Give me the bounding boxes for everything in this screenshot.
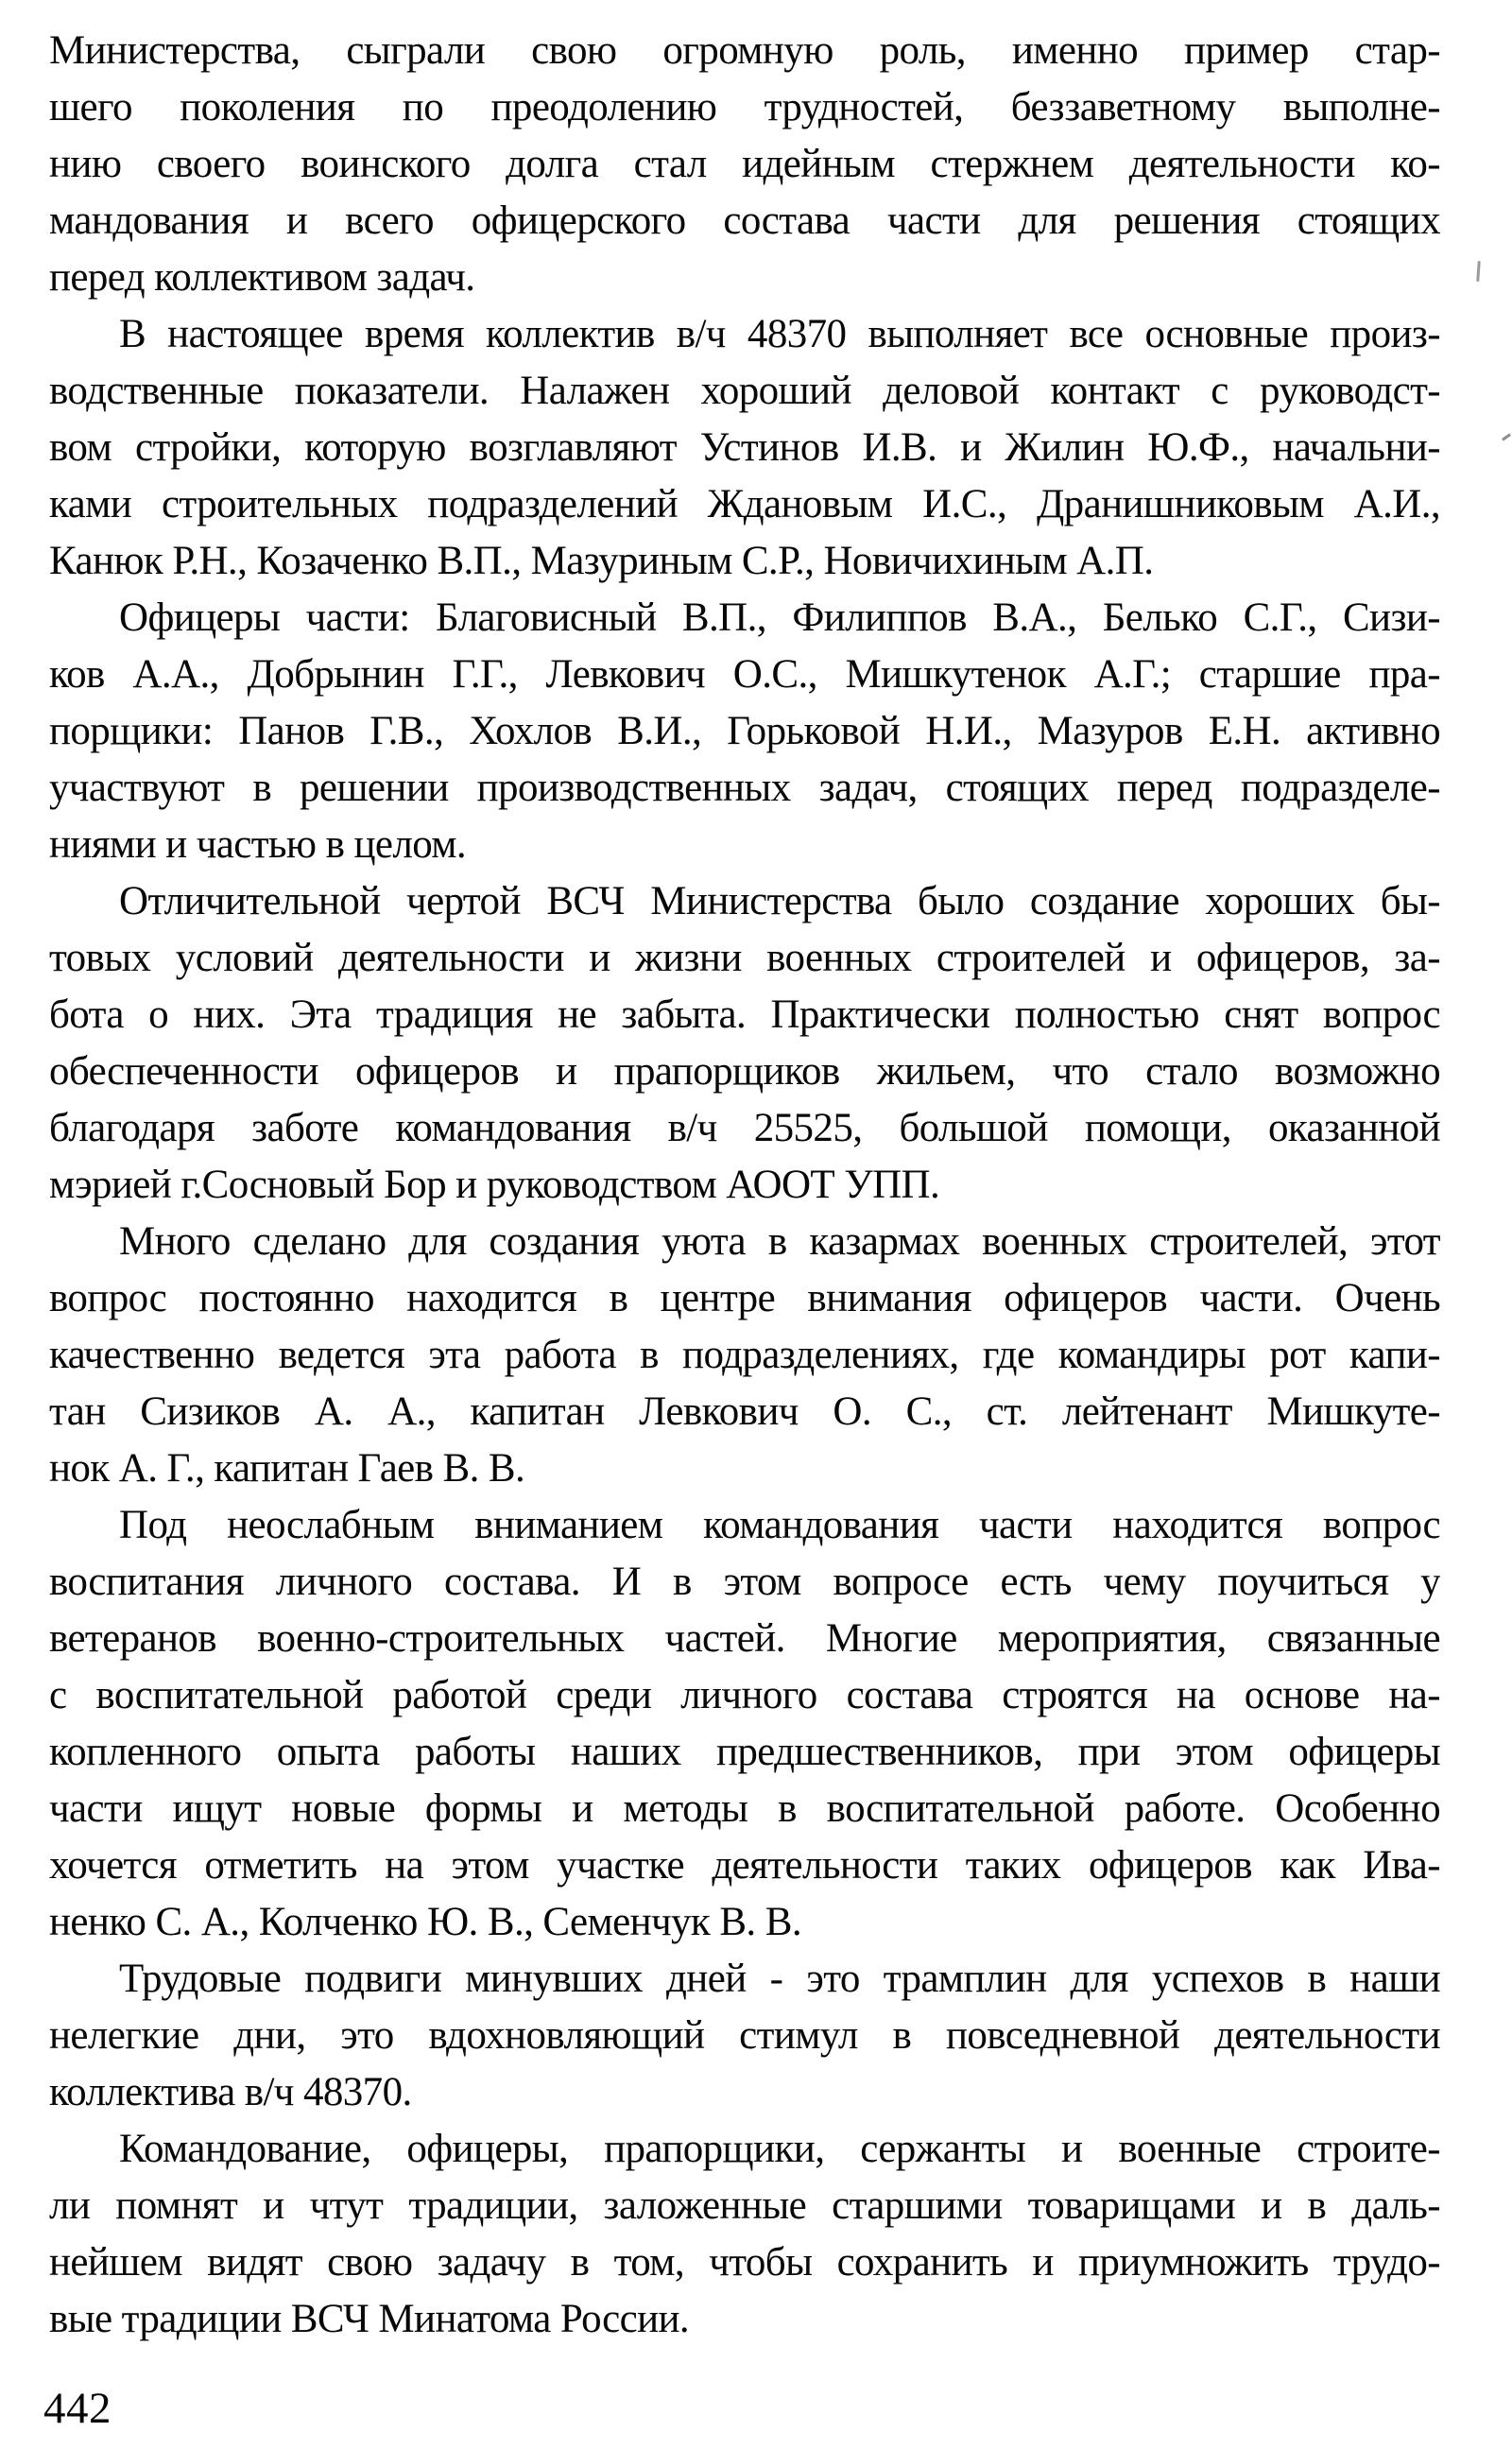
text-line: мандования и всего офицерского состава части для решения стоящих bbox=[49, 198, 1440, 243]
text-line: нок А. Г., капитан Гаев В. В. bbox=[49, 1446, 525, 1491]
text-line: Под неослабным вниманием командования части находится вопрос bbox=[119, 1503, 1440, 1547]
paragraph bbox=[49, 1497, 1440, 1951]
paragraph bbox=[49, 23, 1440, 306]
text-line: Командование, офицеры, прапорщики, сержанты и военные строите- bbox=[119, 2127, 1440, 2171]
text-line: вопрос постоянно находится в центре внимания офицеров части. Очень bbox=[49, 1276, 1440, 1320]
text-line: части ищут новые формы и методы в воспитательной работе. Особенно bbox=[49, 1786, 1440, 1831]
text-line: тан Сизиков А. А., капитан Левкович О. С., ст. лейтенант Мишкуте- bbox=[49, 1389, 1440, 1434]
text-line: мэрией г.Сосновый Бор и руководством АООТ УПП. bbox=[49, 1163, 940, 1207]
text-line: обеспеченности офицеров и прапорщиков жильем, что стало возможно bbox=[49, 1049, 1440, 1094]
text-line: участвуют в решении производственных задач, стоящих перед подразделе- bbox=[49, 766, 1440, 810]
text-line: с воспитательной работой среди личного состава строятся на основе на- bbox=[49, 1673, 1440, 1717]
text-line: ветеранов военно-строительных частей. Многие мероприятия, связанные bbox=[49, 1616, 1440, 1661]
text-line: В настоящее время коллектив в/ч 48370 выполняет все основные произ- bbox=[119, 312, 1440, 356]
text-line: водственные показатели. Налажен хороший деловой контакт с руководст- bbox=[49, 369, 1440, 413]
paragraph bbox=[49, 873, 1440, 1214]
paragraph bbox=[49, 1951, 1440, 2121]
text-line: копленного опыта работы наших предшественников, при этом офицеры bbox=[49, 1730, 1440, 1774]
text-line: бота о них. Эта традиция не забыта. Практически полностью снят вопрос bbox=[49, 992, 1440, 1037]
text-line: Офицеры части: Благовисный В.П., Филиппов В.А., Белько С.Г., Сизи- bbox=[119, 595, 1440, 640]
text-line: Отличительной чертой ВСЧ Министерства было создание хороших бы- bbox=[119, 879, 1440, 923]
scan-artifact bbox=[1502, 433, 1511, 440]
text-line: качественно ведется эта работа в подразделениях, где командиры рот капи- bbox=[49, 1333, 1440, 1377]
page-number: 442 bbox=[43, 2384, 112, 2433]
text-line: ненко С. А., Колченко Ю. В., Семенчук В. В. bbox=[49, 1900, 801, 1944]
text-line: ниями и частью в целом. bbox=[49, 822, 467, 867]
text-line: нелегкие дни, это вдохновляющий стимул в повседневной деятельности bbox=[49, 2013, 1440, 2058]
text-line: Много сделано для создания уюта в казармах военных строителей, этот bbox=[119, 1219, 1440, 1264]
text-line: ками строительных подразделений Ждановым И.С., Дранишниковым А.И., bbox=[49, 482, 1440, 526]
body-text bbox=[49, 23, 1440, 2348]
paragraph bbox=[49, 590, 1440, 873]
text-line: порщики: Панов Г.В., Хохлов В.И., Горьковой Н.И., Мазуров Е.Н. активно bbox=[49, 709, 1440, 753]
text-line: нейшем видят свою задачу в том, чтобы сохранить и приумножить трудо- bbox=[49, 2240, 1440, 2285]
text-line: шего поколения по преодолению трудностей, беззаветному выполне- bbox=[49, 85, 1440, 129]
text-line: ли помнят и чтут традиции, заложенные старшими товарищами и в даль- bbox=[49, 2183, 1440, 2228]
paragraph bbox=[49, 2121, 1440, 2348]
text-line: благодаря заботе командования в/ч 25525, большой помощи, оказанной bbox=[49, 1106, 1440, 1150]
text-line: Министерства, сыграли свою огромную роль, именно пример стар- bbox=[49, 28, 1440, 73]
text-line: Канюк Р.Н., Козаченко В.П., Мазуриным С.Р., Новичихиным А.П. bbox=[49, 539, 1154, 583]
text-line: нию своего воинского долга стал идейным стержнем деятельности ко- bbox=[49, 142, 1440, 186]
text-line: хочется отметить на этом участке деятельности таких офицеров как Ива- bbox=[49, 1843, 1440, 1888]
text-line: коллектива в/ч 48370. bbox=[49, 2070, 412, 2114]
scan-artifact bbox=[1476, 261, 1481, 282]
text-line: Трудовые подвиги минувших дней - это трамплин для успехов в наши bbox=[119, 1957, 1440, 2001]
text-line: вые традиции ВСЧ Минатома России. bbox=[49, 2297, 690, 2341]
text-line: ков А.А., Добрынин Г.Г., Левкович О.С., Мишкутенок А.Г.; старшие пра- bbox=[49, 652, 1440, 697]
paragraph bbox=[49, 306, 1440, 590]
text-line: товых условий деятельности и жизни военных строителей и офицеров, за- bbox=[49, 936, 1440, 980]
text-line: перед коллективом задач. bbox=[49, 255, 475, 300]
text-line: вом стройки, которую возглавляют Устинов И.В. и Жилин Ю.Ф., начальни- bbox=[49, 425, 1440, 470]
text-line: воспитания личного состава. И в этом вопросе есть чему поучиться у bbox=[49, 1560, 1440, 1604]
paragraph bbox=[49, 1214, 1440, 1497]
